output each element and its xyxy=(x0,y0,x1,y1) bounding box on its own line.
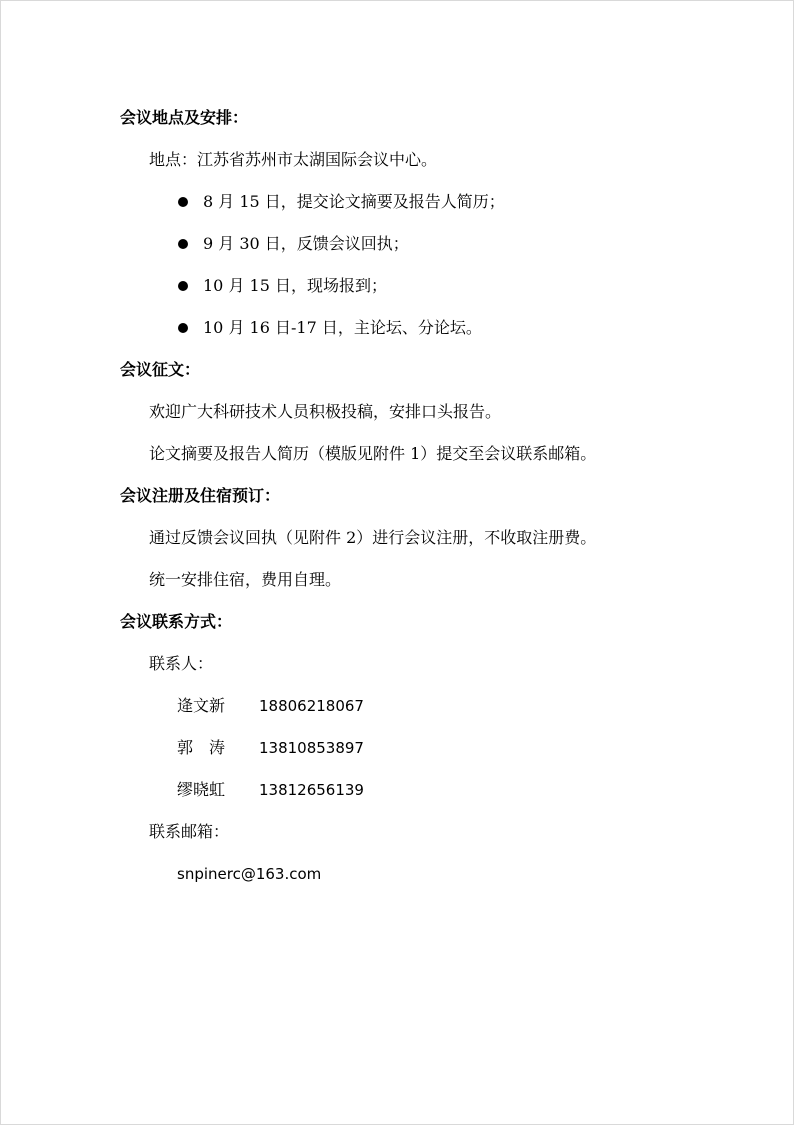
schedule-item-text: 10 月 16 日-17 日，主论坛、分论坛。 xyxy=(203,318,482,337)
schedule-item-text: 10 月 15 日，现场报到； xyxy=(203,276,387,295)
schedule-item xyxy=(120,231,720,257)
contact-phone: 13812656139 xyxy=(259,781,364,799)
bullet-icon xyxy=(178,197,188,207)
venue-heading: 会议地点及安排： xyxy=(120,108,249,127)
schedule-item-text: 9 月 30 日，反馈会议回执； xyxy=(203,234,409,253)
bullet-icon xyxy=(178,239,188,249)
schedule-item xyxy=(120,273,720,299)
papers-line: 欢迎广大科研技术人员积极投稿，安排口头报告。 xyxy=(149,402,502,421)
bullet-icon xyxy=(178,281,188,291)
contact-heading: 会议联系方式： xyxy=(120,612,233,631)
registration-line: 统一安排住宿，费用自理。 xyxy=(149,570,342,589)
document-content xyxy=(120,105,720,887)
contact-phone: 13810853897 xyxy=(259,739,364,757)
papers-line: 论文摘要及报告人简历（模版见附件 1）提交至会议联系邮箱。 xyxy=(149,444,597,463)
schedule-item xyxy=(120,315,720,341)
papers-heading: 会议征文： xyxy=(120,360,201,379)
contact-name: 郭 涛 xyxy=(177,738,226,757)
contact-name: 逄文新 xyxy=(177,696,226,715)
contact-person-row xyxy=(120,777,720,803)
contact-phone: 18806218067 xyxy=(259,697,364,715)
bullet-icon xyxy=(178,323,188,333)
schedule-list xyxy=(120,189,720,341)
registration-heading: 会议注册及住宿预订： xyxy=(120,486,281,505)
contact-person-row xyxy=(120,693,720,719)
email-label: 联系邮箱： xyxy=(149,822,230,841)
schedule-item xyxy=(120,189,720,215)
contact-name: 缪晓虹 xyxy=(177,780,226,799)
contacts-label: 联系人： xyxy=(149,654,214,673)
schedule-item-text: 8 月 15 日，提交论文摘要及报告人简历； xyxy=(203,192,505,211)
venue-location: 地点：江苏省苏州市太湖国际会议中心。 xyxy=(149,150,438,169)
registration-line: 通过反馈会议回执（见附件 2）进行会议注册，不收取注册费。 xyxy=(149,528,597,547)
contact-person-row xyxy=(120,735,720,761)
contact-email: snpinerc@163.com xyxy=(177,865,322,883)
